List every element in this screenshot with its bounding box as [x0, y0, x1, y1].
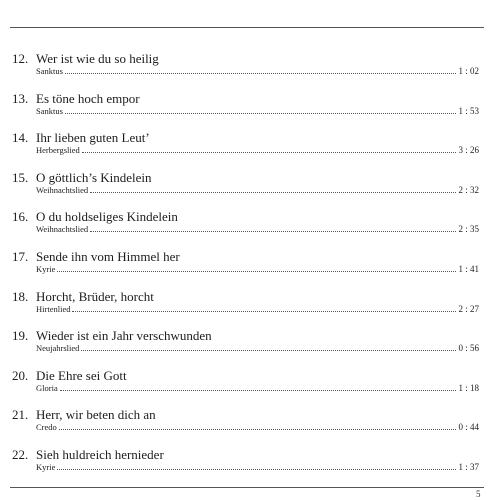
track-subtitle: Weihnachtslied	[36, 224, 89, 235]
track-title: Sende ihn vom Himmel her	[36, 248, 180, 264]
track-item	[0, 249, 500, 289]
track-detail-line	[36, 224, 479, 234]
track-subtitle: Weihnachtslied	[36, 184, 89, 195]
track-number: 13.	[12, 90, 29, 106]
track-duration: 0 : 44	[458, 422, 479, 433]
track-list	[0, 51, 500, 487]
track-title: Wer ist wie du so heilig	[36, 51, 159, 66]
track-duration: 1 : 37	[458, 461, 479, 472]
track-subtitle: Herbergslied	[36, 145, 80, 156]
track-detail-line	[36, 304, 479, 314]
track-title: Es töne hoch empor	[36, 90, 140, 106]
track-title: O göttlich’s Kindelein	[36, 169, 152, 185]
track-detail-line	[36, 462, 479, 472]
track-title: Wieder ist ein Jahr verschwunden	[36, 328, 212, 344]
track-detail-line	[36, 185, 479, 195]
track-duration: 2 : 35	[458, 224, 479, 235]
dot-leader	[81, 350, 456, 351]
track-subtitle: Sanktus	[36, 105, 63, 116]
track-item	[0, 447, 500, 487]
track-title: Horcht, Brüder, horcht	[36, 288, 154, 304]
track-item	[0, 170, 500, 210]
track-detail-line	[36, 343, 479, 353]
dot-leader	[57, 271, 456, 272]
track-subtitle: Hirtenlied	[36, 303, 71, 314]
track-detail-line	[36, 66, 479, 76]
dot-leader	[82, 152, 457, 153]
track-detail-line	[36, 383, 479, 393]
track-item	[0, 130, 500, 170]
track-subtitle: Sanktus	[36, 66, 63, 76]
bottom-divider	[10, 487, 484, 488]
track-duration: 1 : 18	[458, 382, 479, 393]
dot-leader	[59, 429, 457, 430]
track-number: 15.	[12, 169, 29, 185]
track-title: Sieh huldreich hernieder	[36, 446, 164, 462]
track-number: 12.	[12, 51, 29, 66]
track-number: 16.	[12, 209, 29, 225]
track-title: Ihr lieben guten Leut’	[36, 130, 150, 146]
track-item	[0, 209, 500, 249]
track-item	[0, 368, 500, 408]
dot-leader	[90, 192, 456, 193]
track-item	[0, 91, 500, 131]
track-detail-line	[36, 145, 479, 155]
track-detail-line	[36, 264, 479, 274]
top-divider	[10, 27, 484, 28]
track-number: 19.	[12, 328, 29, 344]
track-duration: 1 : 02	[458, 66, 479, 76]
track-item	[0, 51, 500, 91]
track-subtitle: Kyrie	[36, 461, 56, 472]
track-title: Die Ehre sei Gott	[36, 367, 127, 383]
track-duration: 1 : 41	[458, 263, 479, 274]
track-number: 22.	[12, 446, 29, 462]
dot-leader	[57, 469, 456, 470]
track-subtitle: Credo	[36, 422, 57, 433]
track-item	[0, 328, 500, 368]
track-duration: 2 : 32	[458, 184, 479, 195]
track-detail-line	[36, 422, 479, 432]
dot-leader	[72, 311, 456, 312]
track-subtitle: Gloria	[36, 382, 58, 393]
track-item	[0, 407, 500, 447]
track-subtitle: Neujahrslied	[36, 343, 80, 354]
track-duration: 3 : 26	[458, 145, 479, 156]
dot-leader	[65, 113, 457, 114]
dot-leader	[65, 73, 457, 74]
track-title: O du holdseliges Kindelein	[36, 209, 178, 225]
track-title: Herr, wir beten dich an	[36, 407, 156, 423]
track-item	[0, 289, 500, 329]
page-number: 5	[476, 489, 481, 499]
track-duration: 1 : 53	[458, 105, 479, 116]
track-detail-line	[36, 106, 479, 116]
track-number: 18.	[12, 288, 29, 304]
track-duration: 0 : 56	[458, 343, 479, 354]
track-number: 14.	[12, 130, 29, 146]
track-duration: 2 : 27	[458, 303, 479, 314]
track-number: 21.	[12, 407, 29, 423]
track-number: 20.	[12, 367, 29, 383]
dot-leader	[90, 231, 456, 232]
dot-leader	[60, 390, 457, 391]
track-subtitle: Kyrie	[36, 263, 56, 274]
track-number: 17.	[12, 248, 29, 264]
